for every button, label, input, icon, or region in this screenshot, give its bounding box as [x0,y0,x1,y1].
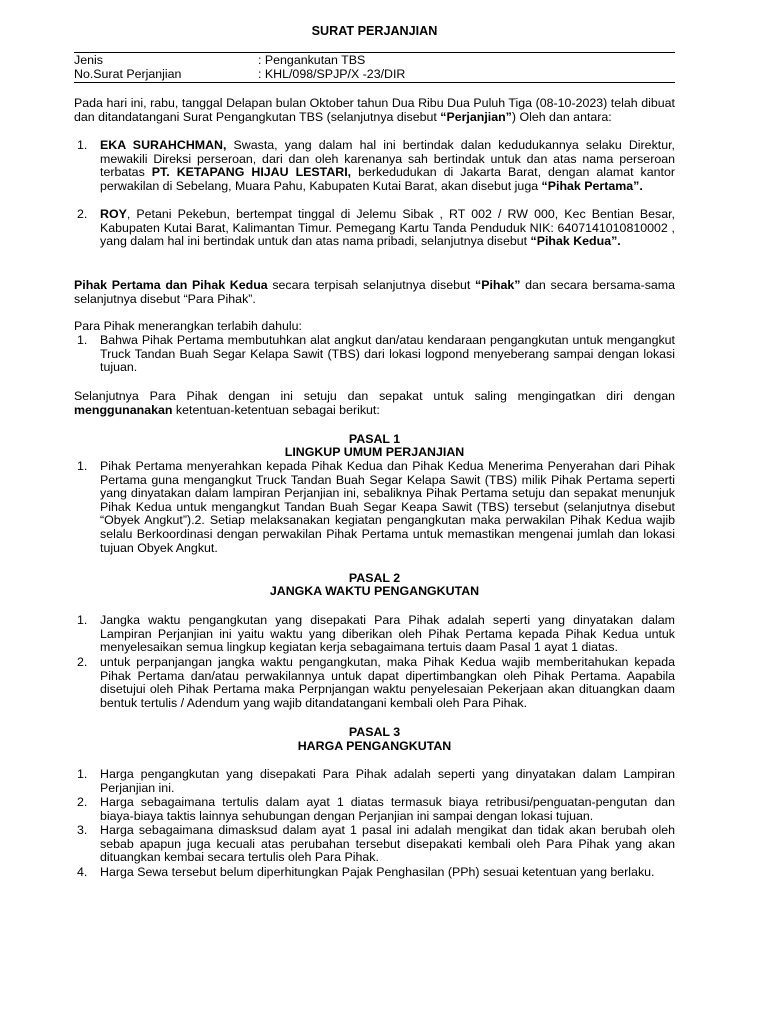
pihak-bold-2: “Pihak” [475,278,521,292]
party-2-number: 2. [77,207,88,221]
meta-row-nomor [74,68,675,82]
pasal-2-item-1-number: 1. [77,613,88,627]
party-2-alias: “Pihak Kedua”. [530,234,621,249]
party-1-name: EKA SURAHCHMAN, [100,138,227,152]
pasal-1-item-1-text: Pihak Pertama menyerahkan kepada Pihak Kedua dan Pihak Kedua Menerima Penyerahan dari Pihak Pertama guna mengangkut Truck Tandan Buah Segar Kelapa Sawit (TBS) milik Pihak Pertama seperti yang dinyatakan dalam lampiran Perjanjian ini, sebaliknya Pihak Pertama setuju dan sepakat menunjuk Pihak Kedua untuk mengangkut Tandan Buah Segar Keapa Sawit (TBS) tersebut (selanjutnya disebut “Obyek Angkut”).2. Setiap melaksanakan kegiatan pengangkutan maka perwakilan Pihak Kedua wajib selalu Berkoordinasi dengan perwakilan Pihak Pertama untuk memastikan mengenai jumlah dan lokasi tujuan Obyek Angkut. [100,459,675,555]
party-1-company: PT. KETAPANG HIJAU LESTARI, [151,165,352,180]
pasal-1-heading: LINGKUP UMUM PERJANJIAN [284,445,465,459]
party-1-text-2: berkedudukan di Jakarta Barat, dengan alamat kantor perwakilan di Sebelang, Muara Pahu, Kabupaten Kutai Barat, akan disebut juga [100,165,675,193]
pihak-text-1: secara terpisah selanjutnya disebut [267,278,475,292]
party-1-alias: “Pihak Pertama”. [541,178,643,193]
selanjutnya-text-2: ketentuan-ketentuan sebagai berikut: [172,402,380,417]
meta-row-jenis [74,54,675,68]
party-2-name: ROY [100,207,127,221]
menerangkan-item-text: Bahwa Pihak Pertama membutuhkan alat angkut dan/atau kendaraan pengangkutan untuk mengangkut Truck Tandan Buah Segar Kelapa Sawit (TBS) dari lokasi logpond menyeberang sampai dengan lokasi tujuan. [100,333,675,375]
header-rule-top [74,52,675,53]
header-rule-bottom [74,82,675,83]
selanjutnya-bold: menggunanakan [74,402,173,417]
pihak-bold-1: Pihak Pertama dan Pihak Kedua [74,278,268,292]
nomor-label: No.Surat Perjanjian [74,67,182,81]
pasal-3-item-3-number: 3. [77,823,88,837]
pasal-3-item-1-number: 1. [77,767,88,781]
pasal-3-item-3-text: Harga sebagaimana dimasksud dalam ayat 1 pasal ini adalah mengikat dan tidak akan berubah oleh sebab apapun juga kecuali atas perubahan tersebut disepakati kembali oleh Para Pihak yang akan dituangkan kembai secara tertulis oleh Para Pihak. [100,823,675,865]
pasal-3-item-4-number: 4. [77,865,88,879]
pihak-text-2: dan secara bersama-sama selanjutnya disebut “Para Pihak”. [74,278,676,306]
pasal-2-item-2-number: 2. [77,655,88,669]
pasal-2-item-2-text: untuk perpanjangan jangka waktu pengangkutan, maka Pihak Kedua wajib memberitahukan kepada Pihak Pertama dan/atau perwakilannya untuk dapat dipertimbangkan oleh Pihak Pertama. Aapabila disetujui oleh Pihak Pertama maka Perpnjangan waktu penyelesaian Pekerjaan akan dituangkan daam bentuk tertulis / Adendum yang wajib ditandatangani kembali oleh Para Pihak. [100,655,675,710]
party-2-text: , Petani Pekebun, bertempat tinggal di Jelemu Sibak , RT 002 / RW 000, Kec Bentian Besar, Kabupaten Kutai Barat, Kalimantan Timur. Pemegang Kartu Tanda Penduduk NIK: 6407141010810002 , yang dalam hal ini bertindak untuk dan atas nama pribadi, selanjutnya disebut [100,207,675,249]
intro-bold: “Perjanjian” [440,109,512,124]
nomor-value: : KHL/098/SPJP/X -23/DIR [258,67,406,81]
pasal-1-number: PASAL 1 [348,432,401,446]
pihak-paragraph [74,279,675,306]
document-title: SURAT PERJANJIAN [311,24,438,38]
party-1-text: Swasta, yang dalam hal ini bertindak dalan kedudukannya selaku Direktur, mewakili Direksi perseroan, dari dan oleh karenanya sah bertindak untuk dan atas nama perseroan terbatas [100,138,675,180]
intro-paragraph [74,97,675,124]
pasal-3-number: PASAL 3 [348,725,401,739]
intro-text: Pada hari ini, rabu, tanggal Delapan bulan Oktober tahun Dua Ribu Dua Puluh Tiga (08-10-2023) telah dibuat dan ditandatangani Surat Pengangkutan TBS (selanjutnya disebut [74,96,675,124]
menerangkan-item-number: 1. [77,333,88,347]
selanjutnya-paragraph [74,390,675,417]
pasal-1-item-1-number: 1. [77,459,88,473]
pasal-2-number: PASAL 2 [348,571,401,585]
pasal-2-item-1-text: Jangka waktu pengangkutan yang disepakati Para Pihak adalah seperti yang dinyatakan dalam Lampiran Perjanjian ini yaitu waktu yang diberikan oleh Pihak Pertama kepada Pihak Kedua untuk menyelesaikan semua lingkup kegiatan kerja sebagaimana tertuis daam Pasal 1 ayat 1 diatas. [100,613,675,655]
menerangkan-lead: Para Pihak menerangkan terlabih dahulu: [74,319,302,333]
jenis-value: : Pengankutan TBS [258,53,366,67]
pasal-3-item-4-text: Harga Sewa tersebut belum diperhitungkan Pajak Penghasilan (PPh) sesuai ketentuan yang berlaku. [100,865,655,879]
intro-text-end: ) Oleh dan antara: [511,109,612,124]
pasal-3-heading: HARGA PENGANGKUTAN [297,739,452,753]
pasal-2-heading: JANGKA WAKTU PENGANGKUTAN [269,584,480,598]
pasal-3-item-2-number: 2. [77,795,88,809]
party-1-number: 1. [77,138,88,152]
jenis-label: Jenis [74,53,103,67]
pasal-3-item-1-text: Harga pengangkutan yang disepakati Para Pihak adalah seperti yang dinyatakan dalam Lampiran Perjanjian ini. [100,767,675,795]
selanjutnya-text-1: Selanjutnya Para Pihak dengan ini setuju dan sepakat untuk saling mengingatkan diri dengan [74,389,675,403]
pasal-3-item-2-text: Harga sebagaimana tertulis dalam ayat 1 diatas termasuk biaya retribusi/penguatan-pengutan dan biaya-biaya taktis lainnya sehubungan dengan Perjanjian ini sampai dengan lokasi tujuan. [100,795,675,823]
